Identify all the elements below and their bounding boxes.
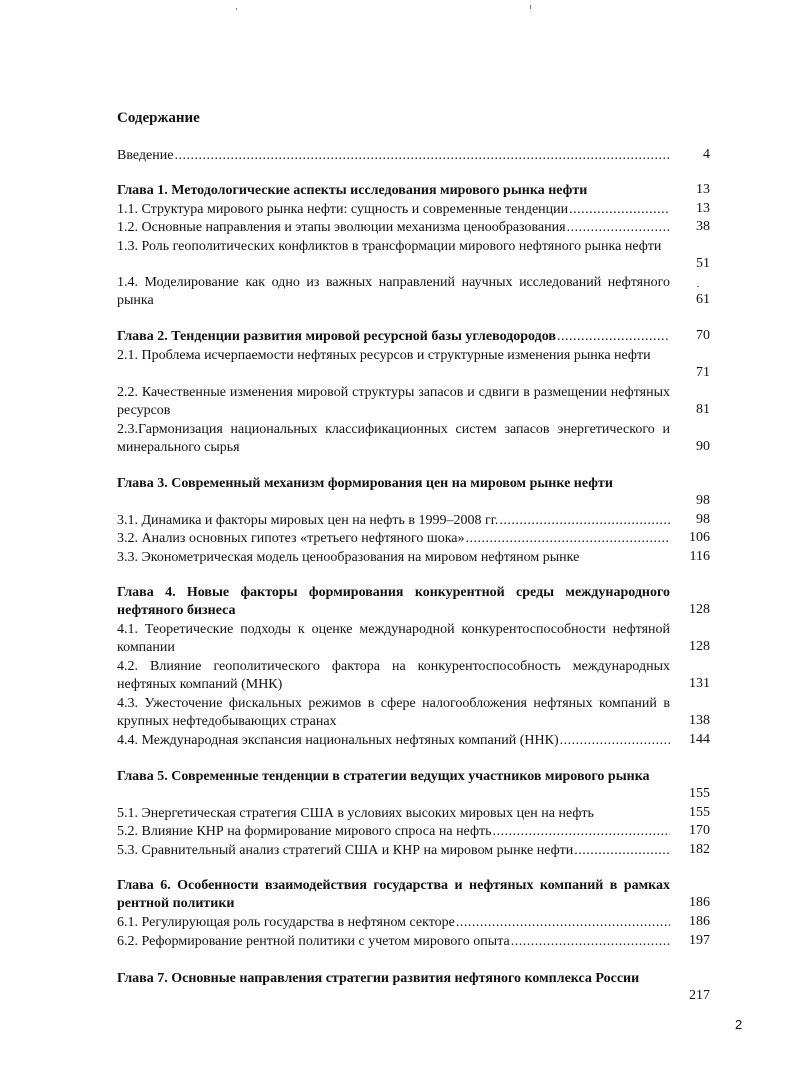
toc-section-1-4[interactable] [117,274,670,310]
toc-chapter-2[interactable] [117,328,670,346]
toc-page-number: 106 [689,530,710,545]
toc-page-number: 155 [689,805,710,820]
toc-page-number: 182 [689,842,710,857]
toc-chapter-6[interactable] [117,877,670,913]
toc-section-3-3[interactable] [117,549,670,567]
toc-chapter-7[interactable] [117,970,670,988]
toc-section-3-1[interactable] [117,512,670,530]
toc-section-5-1[interactable] [117,805,670,823]
toc-page-number: 197 [689,933,710,948]
section-text: 1.4. Моделирование как одно из важных направлений научных исследований нефтяного рынка [117,275,670,308]
toc-section-4-3[interactable] [117,695,670,731]
toc-section-2-2[interactable] [117,384,670,420]
section-text: 3.3. Эконометрическая модель ценообразования на мировом нефтяном рынке [117,550,580,565]
toc-page-number: 61 [696,292,710,307]
toc-page-number: 217 [689,988,710,1003]
toc-section-5-3[interactable] [117,842,670,860]
section-text: 5.1. Энергетическая стратегия США в условиях высоких мировых цен на нефть [117,806,594,821]
section-text: 5.2. Влияние КНР на формирование мирового спроса на нефть [117,824,492,839]
section-text: 2.2. Качественные изменения мировой структуры запасов и сдвиги в размещении нефтяных ресурсов [117,385,670,418]
section-text: 1.1. Структура мирового рынка нефти: сущность и современные тенденции [117,202,569,217]
chapter-title: Глава 3. Современный механизм формирования цен на мировом рынке нефти [117,476,613,491]
toc-page-number: 116 [689,549,710,564]
toc-page-number: 51 [696,256,710,271]
toc-page-number: 4 [703,147,710,162]
toc-page-number: 144 [689,732,710,747]
scan-speck [236,8,237,10]
section-text: 1.2. Основные направления и этапы эволюции механизма ценообразования [117,220,566,235]
toc-page-number: 138 [689,713,710,728]
toc-section-4-4[interactable] [117,732,670,750]
toc-page-number: 128 [689,602,710,617]
toc-page-number: 186 [689,914,710,929]
toc-page-number: 13 [696,201,710,216]
toc-chapter-4[interactable] [117,584,670,620]
toc-chapter-5[interactable] [117,768,670,786]
toc-section-1-3[interactable] [117,238,670,256]
toc-page-number: 71 [696,365,710,380]
toc-section-3-2[interactable] [117,530,670,548]
toc-section-5-2[interactable] [117,823,670,841]
section-text: 6.2. Реформирование рентной политики с учетом мирового опыта [117,934,510,949]
section-text: 3.1. Динамика и факторы мировых цен на нефть в 1999–2008 гг. [117,513,499,528]
scan-speck [530,5,531,9]
chapter-title: Глава 7. Основные направления стратегии развития нефтяного комплекса России [117,971,640,986]
toc-section-6-1[interactable] [117,914,670,932]
toc-section-2-1[interactable] [117,347,670,365]
toc-page-number: 131 [689,676,710,691]
chapter-title: Глава 2. Тенденции развития мировой ресурсной базы углеводородов [117,329,556,344]
scan-speck [697,286,699,287]
toc-page-number: 90 [696,439,710,454]
toc-chapter-1[interactable] [117,182,670,200]
toc-section-4-1[interactable] [117,621,670,657]
page-number: 2 [735,1017,743,1032]
section-text: 4.3. Ужесточение фискальных режимов в сфере налогообложения нефтяных компаний в крупных нефтедобывающих странах [117,696,670,729]
toc-entry-intro[interactable] [117,147,670,165]
toc-section-6-2[interactable] [117,933,670,951]
section-text: 5.3. Сравнительный анализ стратегий США и КНР на мировом рынке нефти [117,843,574,858]
toc-page-number: 70 [696,328,710,343]
toc-page-number: 155 [689,786,710,801]
section-text: 2.1. Проблема исчерпаемости нефтяных ресурсов и структурные изменения рынка нефти [117,348,651,363]
section-text: 4.2. Влияние геополитического фактора на конкурентоспособность международных нефтяных компаний (МНК) [117,659,670,692]
toc-title: Содержание [117,110,200,126]
toc-section-1-2[interactable] [117,219,670,237]
toc-page-number: 98 [696,512,710,527]
chapter-title: Глава 5. Современные тенденции в стратегии ведущих участников мирового рынка [117,769,650,784]
toc-page-number: 186 [689,895,710,910]
section-text: 2.3.Гармонизация национальных классификационных систем запасов энергетического и минерального сырья [117,422,670,455]
toc-page-number: 81 [696,402,710,417]
toc-page-number: 128 [689,639,710,654]
section-text: 4.1. Теоретические подходы к оценке международной конкурентоспособности нефтяной компании [117,622,670,655]
section-text: 1.3. Роль геополитических конфликтов в трансформации мирового нефтяного рынка нефти [117,239,662,254]
toc-page-number: 38 [696,219,710,234]
section-text: 3.2. Анализ основных гипотез «третьего нефтяного шока» [117,531,465,546]
chapter-title: Глава 1. Методологические аспекты исследования мирового рынка нефти [117,183,588,198]
toc-section-4-2[interactable] [117,658,670,694]
toc-page-number: 13 [696,182,710,197]
section-text: 4.4. Международная экспансия национальных нефтяных компаний (ННК) [117,733,559,748]
toc-entry-label: Введение [117,148,174,163]
chapter-title: Глава 6. Особенности взаимодействия государства и нефтяных компаний в рамках рентной политики [117,878,670,911]
toc-page-number: 98 [696,493,710,508]
toc-page-number: 170 [689,823,710,838]
section-text: 6.1. Регулирующая роль государства в нефтяном секторе [117,915,455,930]
toc-section-2-3[interactable] [117,421,670,457]
chapter-title: Глава 4. Новые факторы формирования конкурентной среды международного нефтяного бизнеса [117,585,670,618]
toc-chapter-3[interactable] [117,475,670,493]
toc-section-1-1[interactable] [117,201,670,219]
